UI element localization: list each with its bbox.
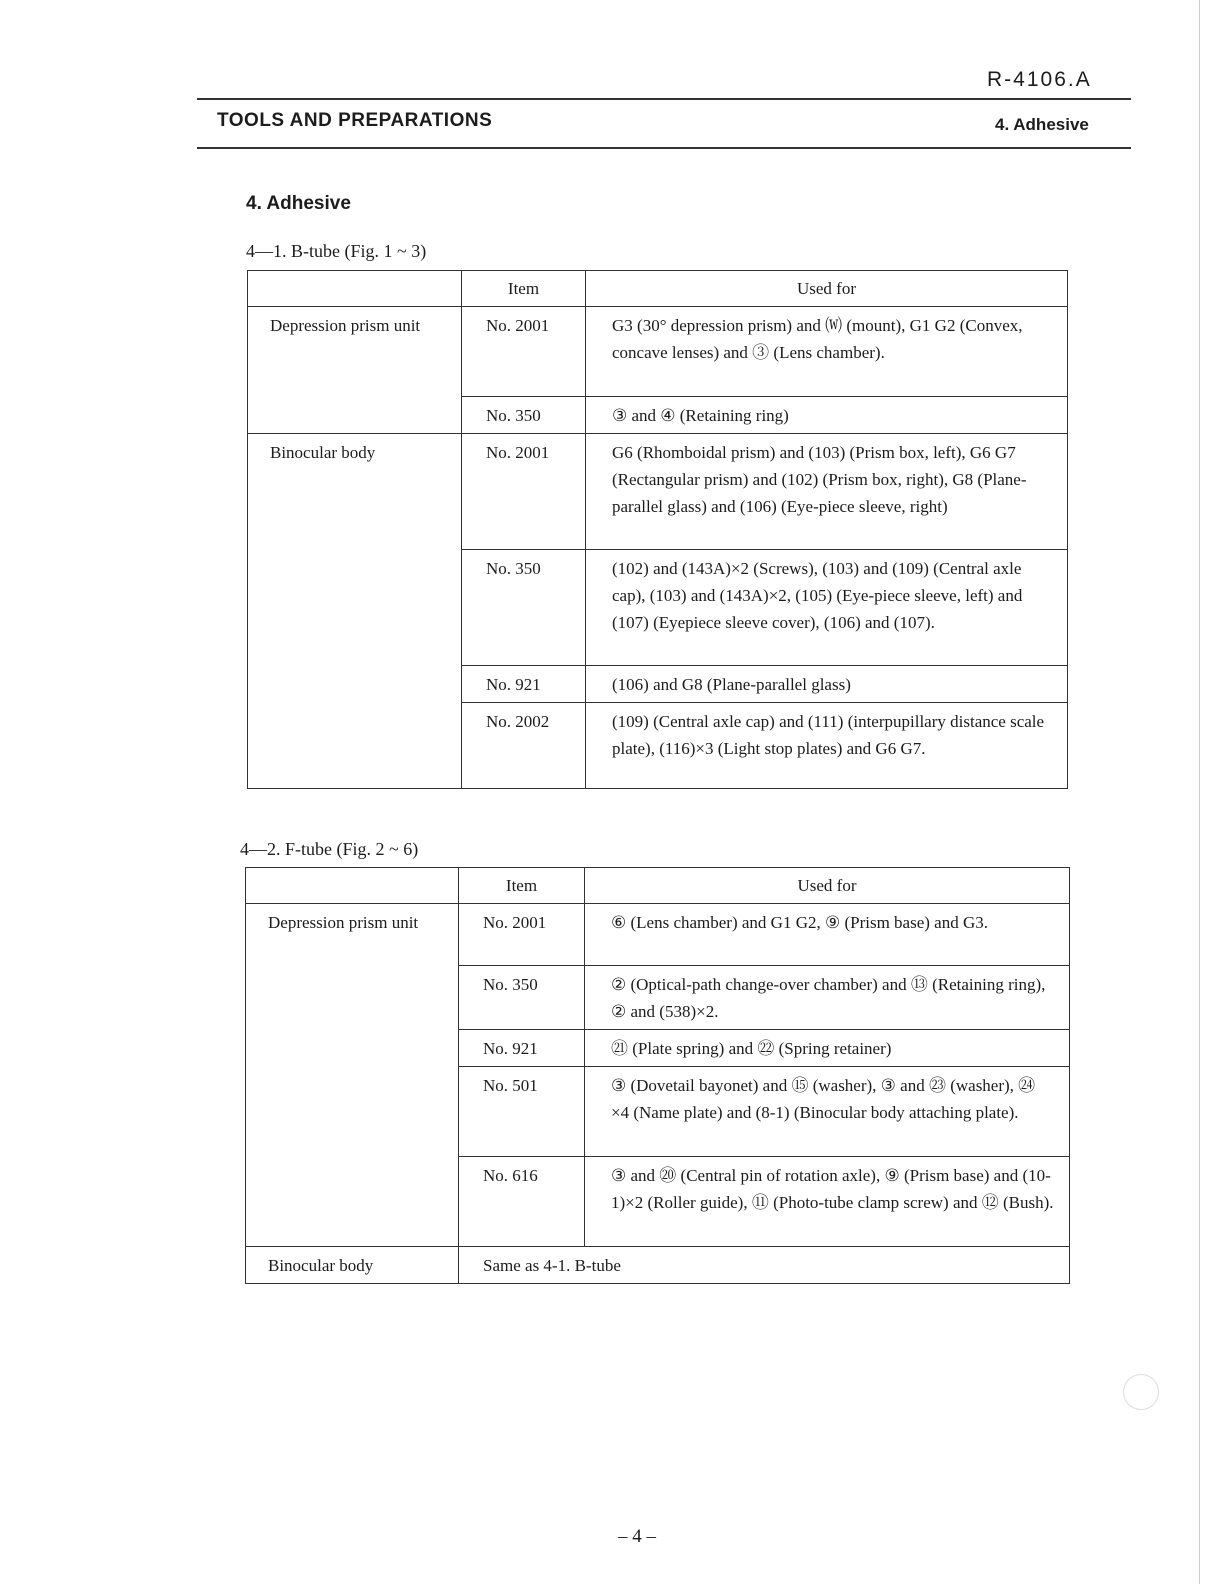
used-for-cell: G6 (Rhomboidal prism) and (103) (Prism box, left), G6 G7 (Rectangular prism) and (102) (Prism box, right), G8 (Plane-parallel glass) and (106) (Eye-piece sleeve, right)	[586, 434, 1068, 550]
header-cell-used-for: Used for	[585, 868, 1070, 904]
item-cell: No. 616	[459, 1157, 585, 1247]
used-for-cell: G3 (30° depression prism) and ⒲ (mount), G1 G2 (Convex, concave lenses) and ③ (Lens chamber).	[586, 307, 1068, 397]
header-cell-part	[248, 271, 462, 307]
header-right: 4. Adhesive	[995, 115, 1089, 134]
used-for-cell: ㉑ (Plate spring) and ㉒ (Spring retainer)	[585, 1030, 1070, 1067]
item-cell: No. 2001	[459, 904, 585, 966]
table-row	[248, 307, 1068, 397]
part-cell: Depression prism unit	[246, 904, 459, 1247]
item-cell: Same as 4-1. B-tube	[459, 1247, 1070, 1284]
header-cell-part	[246, 868, 459, 904]
header-cell-used-for: Used for	[586, 271, 1068, 307]
item-cell: No. 2002	[462, 703, 586, 789]
table-row	[246, 904, 1070, 966]
item-cell: No. 350	[462, 550, 586, 666]
table-row	[246, 1247, 1070, 1284]
table-row	[248, 434, 1068, 550]
f-tube-table	[245, 867, 1070, 1284]
table-header-row	[248, 271, 1068, 307]
b-tube-table	[247, 270, 1068, 789]
used-for-cell: ③ and ⑳ (Central pin of rotation axle), ⑨ (Prism base) and (10-1)×2 (Roller guide), ⑪ (Photo-tube clamp screw) and ⑫ (Bush).	[585, 1157, 1070, 1247]
header-section: TOOLS AND PREPARATIONS	[217, 110, 493, 131]
part-cell: Depression prism unit	[248, 307, 462, 434]
table2-caption: 4—2. F-tube (Fig. 2 ~ 6)	[240, 839, 419, 859]
item-cell: No. 2001	[462, 307, 586, 397]
used-for-cell: ③ (Dovetail bayonet) and ⑮ (washer), ③ and ㉓ (washer), ㉔ ×4 (Name plate) and (8-1) (Binocular body attaching plate).	[585, 1067, 1070, 1157]
item-cell: No. 921	[462, 666, 586, 703]
part-cell: Binocular body	[248, 434, 462, 789]
header-rule-top	[197, 98, 1131, 100]
header-rule-bottom	[197, 147, 1131, 149]
item-cell: No. 921	[459, 1030, 585, 1067]
page-number: – 4 –	[618, 1526, 656, 1547]
used-for-cell: ⑥ (Lens chamber) and G1 G2, ⑨ (Prism base) and G3.	[585, 904, 1070, 966]
used-for-cell: ③ and ④ (Retaining ring)	[586, 397, 1068, 434]
used-for-cell: (106) and G8 (Plane-parallel glass)	[586, 666, 1068, 703]
punch-hole	[1123, 1374, 1159, 1410]
document-ref: R-4106.A	[987, 68, 1092, 91]
used-for-cell: (102) and (143A)×2 (Screws), (103) and (109) (Central axle cap), (103) and (143A)×2, (105) (Eye-piece sleeve, left) and (107) (Eyepiece sleeve cover), (106) and (107).	[586, 550, 1068, 666]
item-cell: No. 2001	[462, 434, 586, 550]
item-cell: No. 501	[459, 1067, 585, 1157]
item-cell: No. 350	[462, 397, 586, 434]
header-cell-item: Item	[459, 868, 585, 904]
used-for-cell: ② (Optical-path change-over chamber) and ⑬ (Retaining ring), ② and (538)×2.	[585, 966, 1070, 1030]
page-edge-line	[1199, 0, 1200, 1584]
table-header-row	[246, 868, 1070, 904]
header-cell-item: Item	[462, 271, 586, 307]
used-for-cell: (109) (Central axle cap) and (111) (interpupillary distance scale plate), (116)×3 (Light stop plates) and G6 G7.	[586, 703, 1068, 789]
table1-caption: 4—1. B-tube (Fig. 1 ~ 3)	[246, 241, 427, 261]
section-title: 4. Adhesive	[246, 193, 351, 214]
part-cell: Binocular body	[246, 1247, 459, 1284]
item-cell: No. 350	[459, 966, 585, 1030]
